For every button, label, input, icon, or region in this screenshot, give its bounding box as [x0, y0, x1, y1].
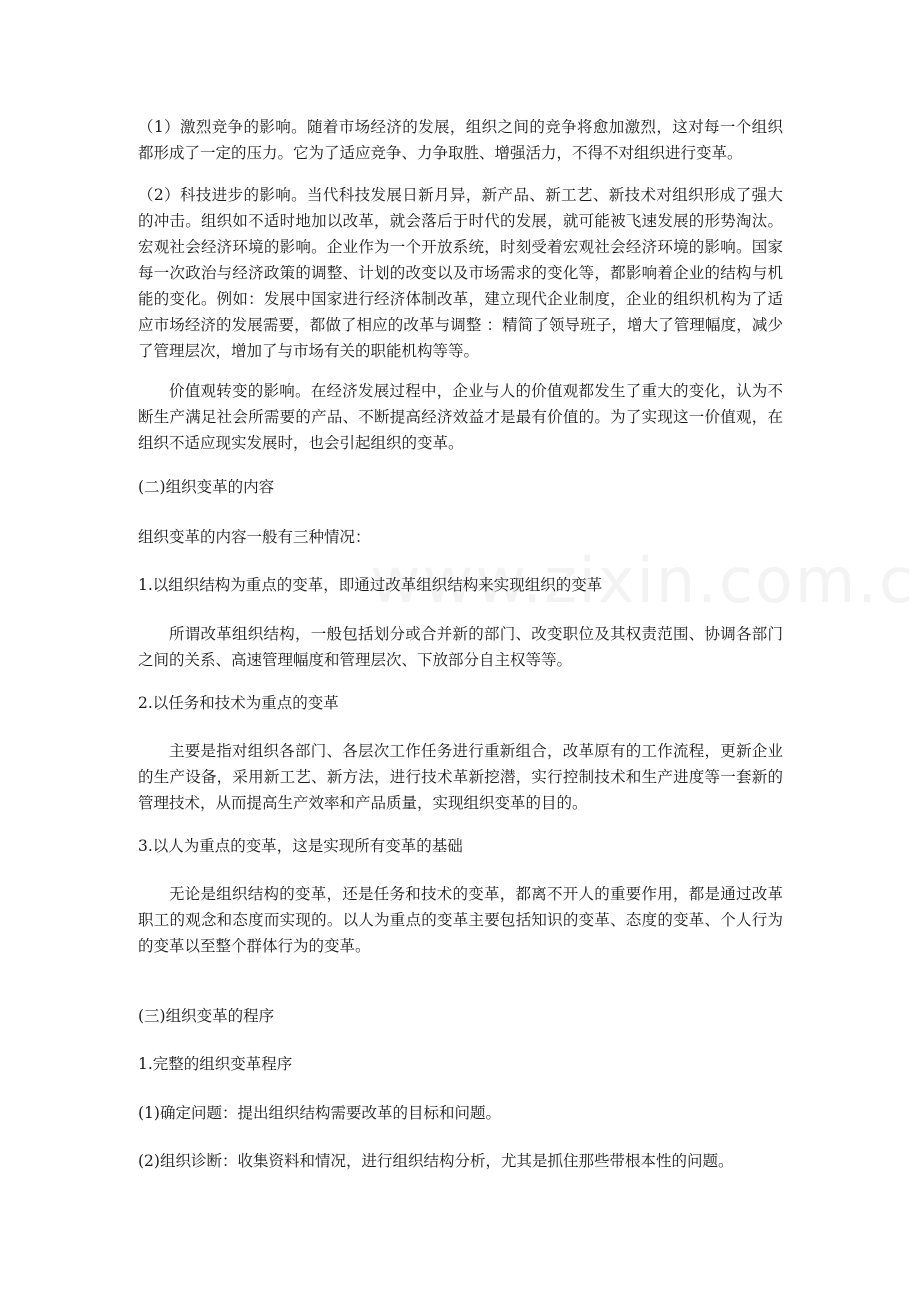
section-heading-content: (二)组织变革的内容 — [138, 478, 275, 496]
step-identify-problem: (1)确定问题：提出组织结构需要改革的目标和问题。 — [138, 1104, 501, 1122]
paragraph-content-intro: 组织变革的内容一般有三种情况： — [138, 528, 371, 546]
subheading-structure: 1.以组织结构为重点的变革，即通过改革组织结构来实现组织的变革 — [138, 576, 603, 594]
paragraph-people: 无论是组织结构的变革，还是任务和技术的变革，都离不开人的重要作用，都是通过改革职工的观念和态度而实现的。以人为重点的变革主要包括知识的变革、态度的变革、个人行为的变革以至整个群体行为的变革。 — [138, 885, 783, 955]
paragraph-values: 价值观转变的影响。在经济发展过程中，企业与人的价值观都发生了重大的变化，认为不断生产满足社会所需要的产品、不断提高经济效益才是最有价值的。为了实现这一价值观，在组织不适应现实发展时，也会引起组织的变革。 — [138, 382, 783, 452]
section-heading-procedure: (三)组织变革的程序 — [138, 1007, 275, 1025]
step-diagnosis: (2)组织诊断：收集资料和情况，进行组织结构分析，尤其是抓住那些带根本性的问题。 — [138, 1152, 734, 1170]
subheading-people: 3.以人为重点的变革，这是实现所有变革的基础 — [138, 837, 463, 855]
paragraph-technology: （2）科技进步的影响。当代科技发展日新月异，新产品、新工艺、新技术对组织形成了强大的冲击。组织如不适时地加以改革，就会落后于时代的发展，就可能被飞速发展的形势淘汰。宏观社会经济环境的影响。企业作为一个开放系统，时刻受着宏观社会经济环境的影响。国家每一次政治与经济政策的调整、计划的改变以及市场需求的变化等，都影响着企业的结构与机能的变化。例如：发展中国家进行经济体制改革，建立现代企业制度，企业的组织机构为了适应市场经济的发展需要，都做了相应的改革与调整 ：精简了领导班子，增大了管理幅度，减少了管理层次，增加了与市场有关的职能机构等等。 — [138, 186, 783, 360]
paragraph-task-technology: 主要是指对组织各部门、各层次工作任务进行重新组合，改革原有的工作流程，更新企业的生产设备，采用新工艺、新方法，进行技术革新挖潜，实行控制技术和生产进度等一套新的管理技术，从而提高生产效率和产品质量，实现组织变革的目的。 — [138, 742, 783, 812]
paragraph-competition: （1）激烈竞争的影响。随着市场经济的发展，组织之间的竞争将愈加激烈，这对每一个组织都形成了一定的压力。它为了适应竞争、力争取胜、增强活力，不得不对组织进行变革。 — [138, 118, 783, 162]
subheading-task-technology: 2.以任务和技术为重点的变革 — [138, 694, 339, 712]
paragraph-structure: 所谓改革组织结构，一般包括划分或合并新的部门、改变职位及其权责范围、协调各部门之间的关系、高速管理幅度和管理层次、下放部分自主权等等。 — [138, 625, 783, 669]
subheading-procedure: 1.完整的组织变革程序 — [138, 1055, 293, 1073]
